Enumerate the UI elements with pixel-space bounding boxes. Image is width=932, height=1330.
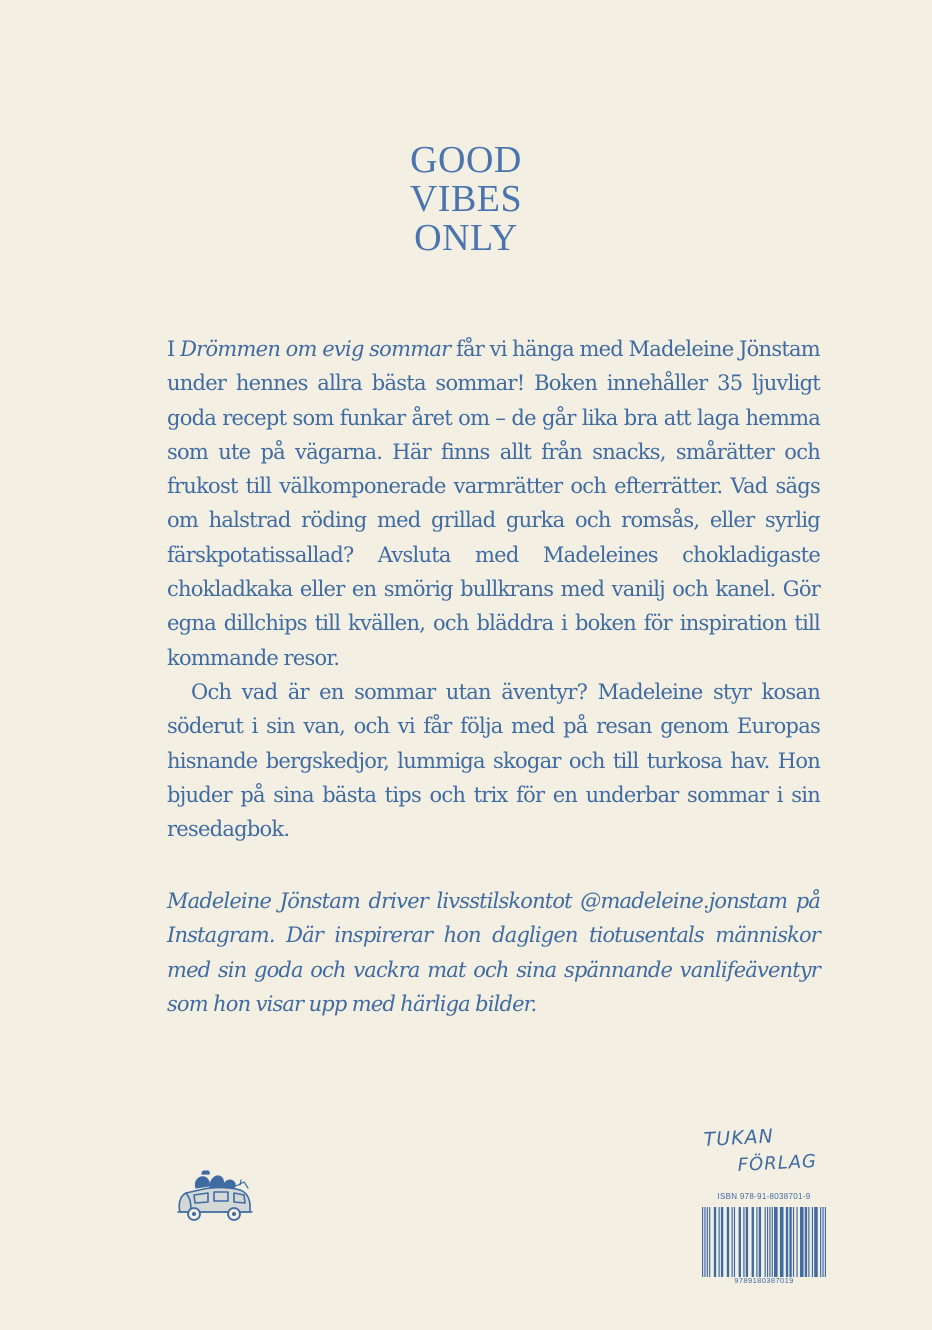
barcode-bar	[789, 1207, 791, 1277]
description-paragraph-1-text: får vi hänga med Madeleine Jönstam under hennes allra bästa sommar! Boken innehåller 35 ljuvligt goda recept som funkar året om – de går lika bra att laga hemma som ute på vägarna. Här finns allt från snacks, smårätter och frukost till välkomponerade varmrätter och efterrätter. Vad sägs om halstrad röding med grillad gurka och romsås, eller syrlig färskpotatissallad? Avsluta med Madeleines chokladigaste chokladkaka eller en smörig bullkrans med vanilj och kanel. Gör egna dillchips till kvällen, och bläddra i boken för inspiration till kommande resor.	[167, 337, 820, 670]
barcode-box	[700, 1204, 828, 1284]
barcode-bar	[822, 1207, 823, 1277]
van-illustration-icon	[174, 1166, 254, 1226]
barcode-block	[700, 1192, 828, 1296]
author-bio: Madeleine Jönstam driver livsstilskontot @madeleine.jonstam på Instagram. Där inspirerar hon dagligen tiotusentals människor med sin goda och vackra mat och sina spännande vanlifeäventyr som hon visar upp med härliga bilder.	[167, 889, 820, 1016]
book-title: Drömmen om evig sommar	[180, 337, 451, 361]
publisher-name-line-1: TUKAN	[703, 1126, 775, 1151]
barcode-bar	[774, 1207, 778, 1277]
barcode-bar	[721, 1207, 723, 1277]
barcode-bar	[825, 1207, 826, 1277]
isbn-label: ISBN 978-91-8038701-9	[717, 1192, 811, 1201]
barcode-bar	[746, 1207, 748, 1277]
barcode-bar	[719, 1207, 720, 1277]
headline-line-2: VIBES	[409, 178, 523, 220]
publisher-logo-wordmark	[700, 1126, 830, 1178]
headline	[0, 141, 932, 258]
barcode-bar	[767, 1207, 768, 1277]
description-paragraph-2: Och vad är en sommar utan äventyr? Madeleine styr kosan söderut i sin van, och vi får följa med på resan genom Europas hisnande bergskedjor, lummiga skogar och till turkosa hav. Hon bjuder på sina bästa tips och trix för en underbar sommar i sin resedagbok.	[167, 679, 820, 842]
barcode-bar	[739, 1207, 741, 1277]
barcode-bar	[743, 1207, 744, 1277]
barcode-bar	[759, 1207, 761, 1277]
barcode-bar	[702, 1207, 703, 1277]
headline-line-1: GOOD	[410, 139, 522, 181]
barcode-bar	[800, 1207, 804, 1277]
barcode-bar	[808, 1207, 809, 1277]
barcode-bar	[734, 1207, 735, 1277]
barcode-bar	[805, 1207, 807, 1277]
barcode-bar	[704, 1207, 705, 1277]
barcode-bar	[709, 1207, 710, 1277]
barcode-bar	[727, 1207, 729, 1277]
barcode-bar	[756, 1207, 757, 1277]
description-paragraph-1	[167, 332, 820, 675]
barcode-bar	[814, 1207, 818, 1277]
headline-line-3: ONLY	[414, 217, 518, 259]
barcode-bar	[772, 1207, 773, 1277]
barcode-bar	[812, 1207, 813, 1277]
barcode-bar	[820, 1207, 821, 1277]
barcode-bar	[793, 1207, 794, 1277]
book-description	[167, 332, 820, 846]
barcode-bar	[765, 1207, 766, 1277]
publisher-logo	[700, 1126, 830, 1178]
barcode-icon	[702, 1207, 826, 1277]
barcode-bar	[769, 1207, 770, 1277]
description-prefix: I	[167, 337, 181, 361]
barcode-bar	[780, 1207, 784, 1277]
barcode-bar	[714, 1207, 716, 1277]
barcode-bar	[707, 1207, 708, 1277]
barcode-bar	[732, 1207, 733, 1277]
publisher-name-line-2: FÖRLAG	[737, 1150, 818, 1176]
barcode-bar	[796, 1207, 797, 1277]
barcode-bar	[752, 1207, 754, 1277]
barcode-bar	[786, 1207, 788, 1277]
barcode-digits: 9789180387019	[734, 1276, 794, 1285]
